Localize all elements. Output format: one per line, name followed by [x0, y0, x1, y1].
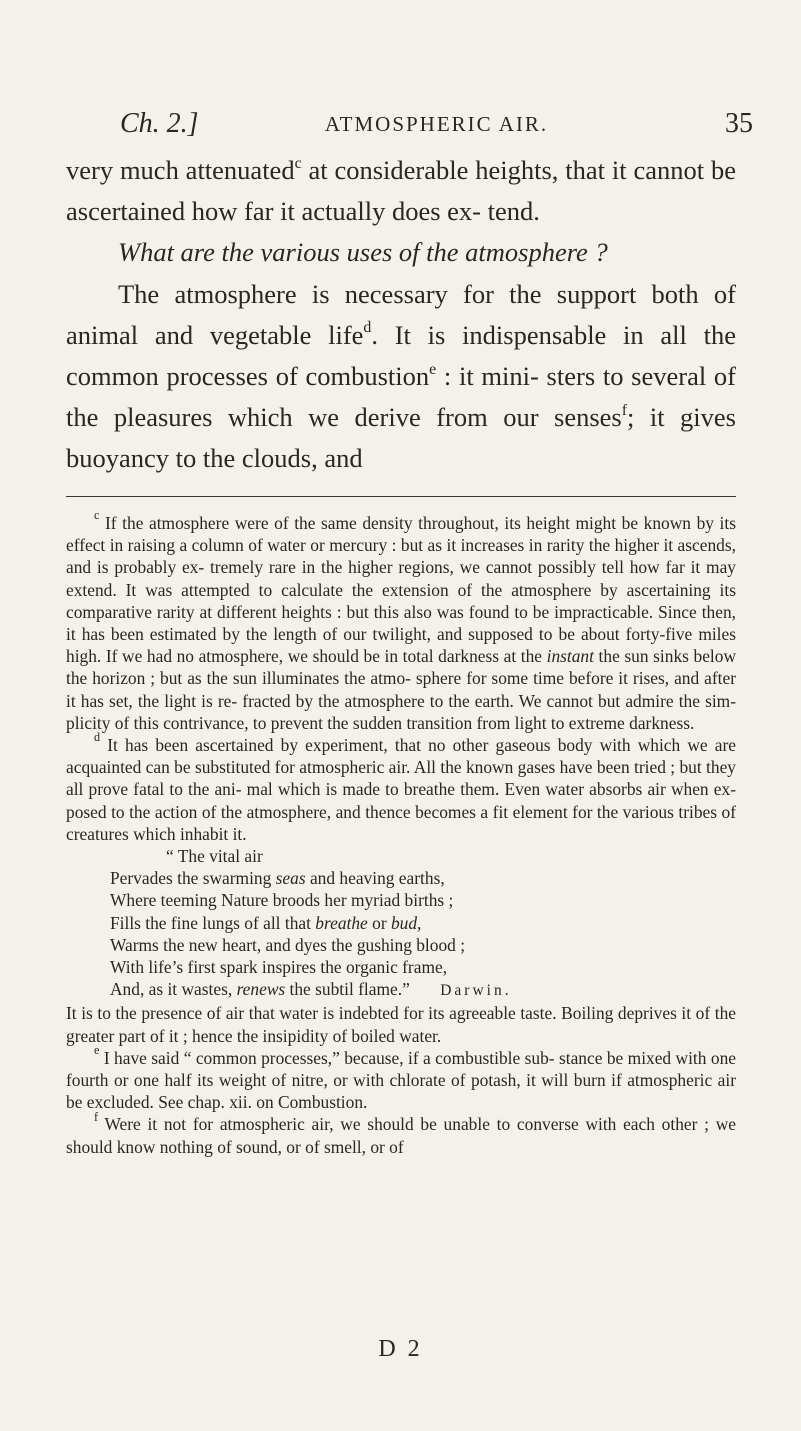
- footnote-d-continued: It is to the presence of air that water is indebted for its agreeable taste. Boiling deprives it of the greater part of it ; hence the insipidity of boiled water.: [66, 1003, 736, 1046]
- running-title: ATMOSPHERIC AIR.: [324, 112, 549, 136]
- poem-line: Warms the new heart, and dyes the gushing blood ;: [110, 934, 466, 955]
- footnote-ref-d: d: [363, 319, 372, 337]
- signature-mark: D 2: [378, 1336, 423, 1362]
- paragraph-uses: The atmosphere is necessary for the support both of animal and vegetable life$^d$. It is indispensable in all the common processes of combustion$^e$ : it mini- sters to several of the pleasures which we derive from our senses$^f$; it gives buoyancy to the clouds, and: [66, 278, 736, 474]
- page-number: 35: [725, 108, 753, 139]
- footnote-f: $^f$ Were it not for atmospheric air, we should be unable to converse with each other ; we should know nothing of sound, or of smell, or of: [66, 1109, 736, 1157]
- poem-author: Darwin.: [440, 982, 512, 1000]
- poem-quotation: [66, 845, 736, 1002]
- poem-line: And, as it wastes, renews the subtil flame.” Darwin.: [110, 979, 512, 1000]
- question-heading: What are the various uses of the atmosphere ?: [118, 237, 608, 268]
- poem-line: Fills the fine lungs of all that breathe or bud,: [110, 912, 422, 933]
- footnote-c: $^c$ If the atmosphere were of the same density throughout, its height might be known by its effect in raising a column of water or mercury : but as it increases in rarity the higher it ascends, and is probably ex- tremely rare in the higher regions, we cannot possibly tell how far it may extend. It was attempted to calculate the extension of the atmosphere by ascertaining its comparative rarity at different heights : but this also was found to be impracticable. Since then, it has been estimated by the length of our twilight, and supposed to be about forty-five miles high. If we had no atmosphere, we should be in total darkness at the instant the sun sinks below the horizon ; but as the sun illuminates the atmo- sphere for some time before it rises, and after it has set, the light is re- fracted by the atmosphere to the earth. We cannot but admire the sim- plicity of this contrivance, to prevent the sudden transition from light to extreme darkness.: [66, 508, 737, 733]
- footnotes: [66, 508, 737, 1158]
- poem-line: Pervades the swarming seas and heaving earths,: [110, 868, 445, 889]
- footnote-divider: [66, 496, 736, 497]
- footnote-ref-c: c: [294, 154, 302, 172]
- chapter-label: Ch. 2.]: [120, 108, 199, 139]
- footnote-e: $^e$ I have said “ common processes,” because, if a combustible sub- stance be mixed with one fourth or one half its weight of nitre, or with chlorate of potash, it will burn if atmospheric air be excluded. See chap. xii. on Combustion.: [66, 1043, 736, 1113]
- paragraph-continued: very much attenuated$^c$ at considerable heights, that it cannot be ascertained how far it actually does ex- tend.: [66, 154, 736, 227]
- footnote-ref-e: e: [429, 360, 437, 378]
- poem-line: Where teeming Nature broods her myriad births ;: [110, 890, 454, 911]
- poem-line: With life’s first spark inspires the organic frame,: [110, 957, 448, 978]
- footnote-d: $^d$ It has been ascertained by experiment, that no other gaseous body with which we are acquainted can be substituted for atmospheric air. All the known gases have been tried ; but they all prove fatal to the ani- mal which is made to breathe them. Even water absorbs air when ex- posed to the action of the atmosphere, and thence becomes a fit element for the various tribes of creatures which inhabit it.: [66, 730, 736, 844]
- poem-line: “ The vital air: [166, 846, 263, 867]
- running-header: [120, 108, 753, 148]
- main-text: [66, 150, 736, 480]
- footnote-ref-f: f: [621, 401, 628, 419]
